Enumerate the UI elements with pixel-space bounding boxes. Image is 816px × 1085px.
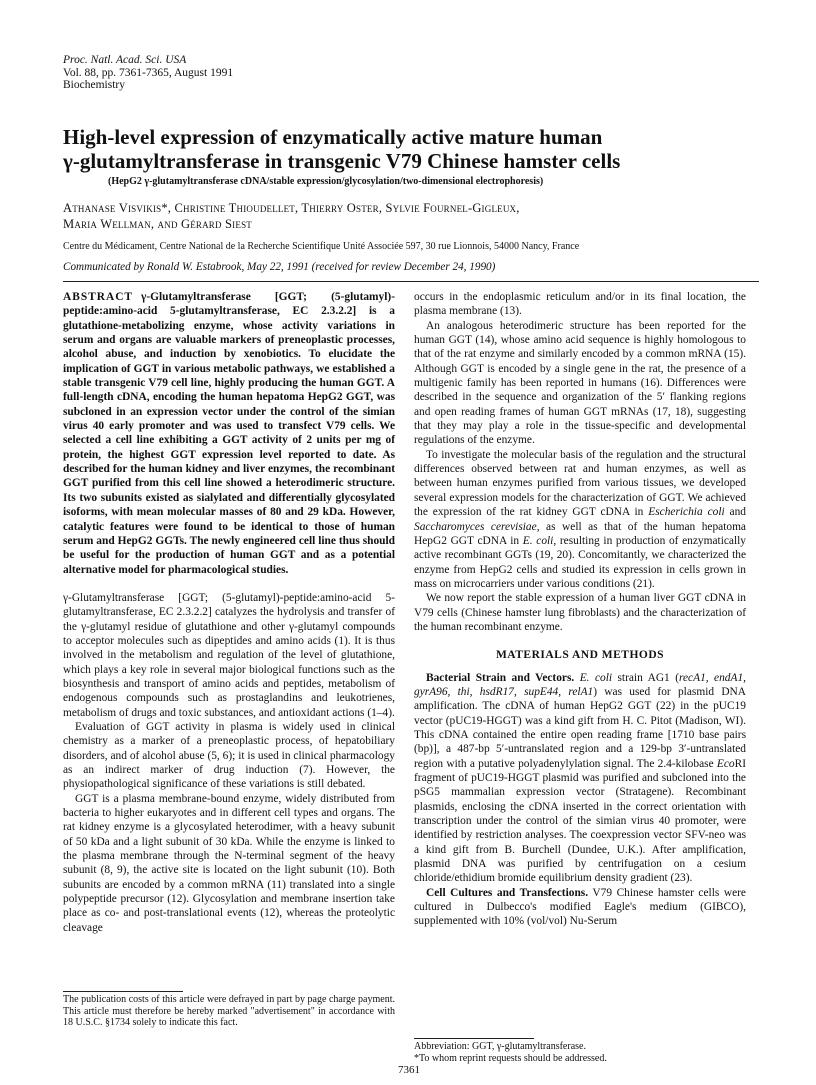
title-line-2: γ-glutamyltransferase in transgenic V79 Chinese hamster cells [63,149,621,173]
affiliation: Centre du Médicament, Centre National de la Recherche Scientifique Unité Associée 597, 30 rue Lionnois, 54000 Nancy, France [63,241,580,252]
abstract-text: γ-Glutamyltransferase [GGT; (5-glutamyl)-peptide:amino-acid 5-glutamyltransferase, EC 2.3.2.2] is a glutathione-metabolizing enzyme, whose activity variations in serum and organs are valuable markers of preneoplastic processes, alcohol abuse, and induction by xenobiotics. To elucidate the implication of GGT in various metabolic pathways, we established a stable transgenic V79 cell line, highly producing the human GGT. A full-length cDNA, encoding the human hepatoma HepG2 GGT, was subcloned in an expression vector under the control of the simian virus 40 early promoter and was used to transfect V79 cells. We selected a cell line exhibiting a GGT activity of 2 units per mg of protein, the highest GGT expression level reported to date. As described for the human kidney and liver enzymes, the recombinant GGT purified from this cell line showed a heterodimeric structure. Its two subunits existed as sialylated and differentially glycosylated isoforms, with mean molecular masses of 80 and 29 kDa. However, catalytic features were found to be identical to those of human serum and HepG2 GGTs. The newly engineered cell line thus should be useful for the production of human GGT and as a potential alternative model for pharmacological studies. [63,291,395,576]
journal-volume: Vol. 88, pp. 7361-7365, August 1991 [63,66,234,79]
methods-bacterial-strain: Bacterial Strain and Vectors. E. coli strain AG1 (recA1, endA1, gyrA96, thi, hsdR17, supE44, relA1) was used for plasmid DNA amplification. The cDNA of human HepG2 GGT (22) in the pUC19 vector (pUC19-HGGT) was a kind gift from H. C. Pitot (Madison, WI). This cDNA contained the entire open reading frame [1710 base pairs (bp)], a 487-bp 5′-untranslated region and a 129-bp 3′-untranslated region with a putative polyadenylylation signal. The 2.4-kilobase EcoRI fragment of pUC19-HGGT plasmid was purified and subcloned into the pSG5 mammalian expression vector (Stratagene). Recombinant plasmids, enclosing the cDNA inserted in the correct orientation with transcription under the control of the simian virus 40 promoter, were identified by restriction analyses. The coexpression vector SFV-neo was a kind gift from B. Burchell (Dundee, U.K.). After amplification, plasmid DNA was purified by centrifugation on a cesium chloride/ethidium bromide equilibrium density gradient (23). [414,671,746,885]
abstract-label: ABSTRACT [63,291,134,303]
title-line-1: High-level expression of enzymatically active mature human [63,125,603,149]
footnote-divider-right [414,1038,534,1039]
intro-paragraph-1: γ-Glutamyltransferase [GGT; (5-glutamyl)-peptide:amino-acid 5-glutamyltransferase, EC 2.3.2.2] catalyzes the hydrolysis and transfer of the γ-glutamyl residue of glutathione and other γ-glutamyl compounds to acceptor molecules such as dipeptides and amino acids (1). It is thus involved in the metabolism and regulation of the level of glutathione, which plays a key role in several major biological functions such as the biosynthesis and transport of amino acids and peptides, metabolism of endogenous compounds such as prostaglandins and leukotrienes, metabolism of drugs and toxic substances, and antioxidant actions (1–4). [63,591,395,719]
journal-header [63,54,233,92]
header-divider [63,281,759,282]
author-list [63,200,763,232]
intro-paragraph-5: An analogous heterodimeric structure has been reported for the human GGT (14), whose amino acid sequence is highly homologous to that of the rat enzyme and similarly encoded by a common mRNA (15). Although GGT is encoded by a single gene in the rat, the presence of a multigenic family has been reported in humans (16). Differences were described in the sequence and organization of the 5′ flanking regions and open reading frames of human GGT mRNAs (17, 18), suggesting that they may play a role in the tissue-specific and developmental regulations of the enzyme. [414,319,746,447]
left-column [63,290,395,935]
page-number: 7361 [398,1064,420,1076]
journal-name: Proc. Natl. Acad. Sci. USA [63,54,187,66]
footnote-correspondence: *To whom reprint requests should be addressed. [414,1052,607,1064]
footnote-abbreviation: Abbreviation: GGT, γ-glutamyltransferase. [414,1041,586,1052]
intro-paragraph-3: GGT is a plasma membrane-bound enzyme, widely distributed from bacteria to higher eukaryotes and in different cell types and organs. The rat kidney enzyme is a glycosylated heterodimer, with a heavy subunit of 50 kDa and a light subunit of 30 kDa. While the enzyme is linked to the plasma membrane through the N-terminal segment of the heavy subunit (8, 9), the active site is located on the light subunit (10). Both subunits are encoded by a common mRNA (11) translated into a single polypeptide precursor (12). Glycosylation and membrane insertion take place as co- and post-translational events (12), whereas the proteolytic cleavage [63,792,395,934]
intro-paragraph-7: We now report the stable expression of a human liver GGT cDNA in V79 cells (Chinese hamster lung fibroblasts) and the characterization of the human recombinant enzyme. [414,592,746,633]
intro-paragraph-6: To investigate the molecular basis of the regulation and the structural differences observed between rat and human enzymes, as well as between human enzymes purified from various tissues, we developed several expression models for the characterization of GGT. We achieved the expression of the rat kidney GGT cDNA in Escherichia coli and Saccharomyces cerevisiae, as well as that of the human hepatoma HepG2 GGT cDNA in E. coli, resulting in production of enzymatically active recombinant GGTs (19, 20). Concomitantly, we characterized the enzyme from HepG2 cells and studied its expression in cells grown in mass on microcarriers under various conditions (21). [414,448,746,590]
footnote-divider-left [63,991,183,992]
footnote-publication-costs: The publication costs of this article were defrayed in part by page charge payment. This article must therefore be hereby marked "advertisement" in accordance with 18 U.S.C. §1734 solely to indicate this fact. [63,994,395,1028]
authors-line-2: Maria Wellman, and Gérard Siest [63,217,252,231]
methods-cell-cultures: Cell Cultures and Transfections. V79 Chinese hamster cells were cultured in Dulbecco's modified Eagle's medium (GIBCO), supplemented with 10% (vol/vol) Nu-Serum [414,886,746,928]
intro-paragraph-4: occurs in the endoplasmic reticulum and/or in its final location, the plasma membrane (13). [414,291,746,318]
right-column [414,290,746,929]
footnotes-right [414,1041,754,1064]
keywords: (HepG2 γ-glutamyltransferase cDNA/stable expression/glycosylation/two-dimensional electrophoresis) [108,176,544,187]
communicated-by: Communicated by Ronald W. Estabrook, May 22, 1991 (received for review December 24, 1990) [63,261,496,273]
journal-section: Biochemistry [63,79,125,91]
abstract [63,290,395,577]
intro-paragraph-2: Evaluation of GGT activity in plasma is widely used in clinical chemistry as a marker of a preneoplastic process, of hepatobiliary disorders, and of alcohol abuse (5, 6); it is used in clinical pharmacology as an indirect marker of drug induction (7). However, the physiopathological significance of these variations is still debated. [63,720,395,791]
section-heading-methods: MATERIALS AND METHODS [495,649,665,662]
authors-line-1: Athanase Visvikis*, Christine Thioudellet, Thierry Oster, Sylvie Fournel-Gigleux, [63,201,520,215]
article-title [63,125,763,173]
